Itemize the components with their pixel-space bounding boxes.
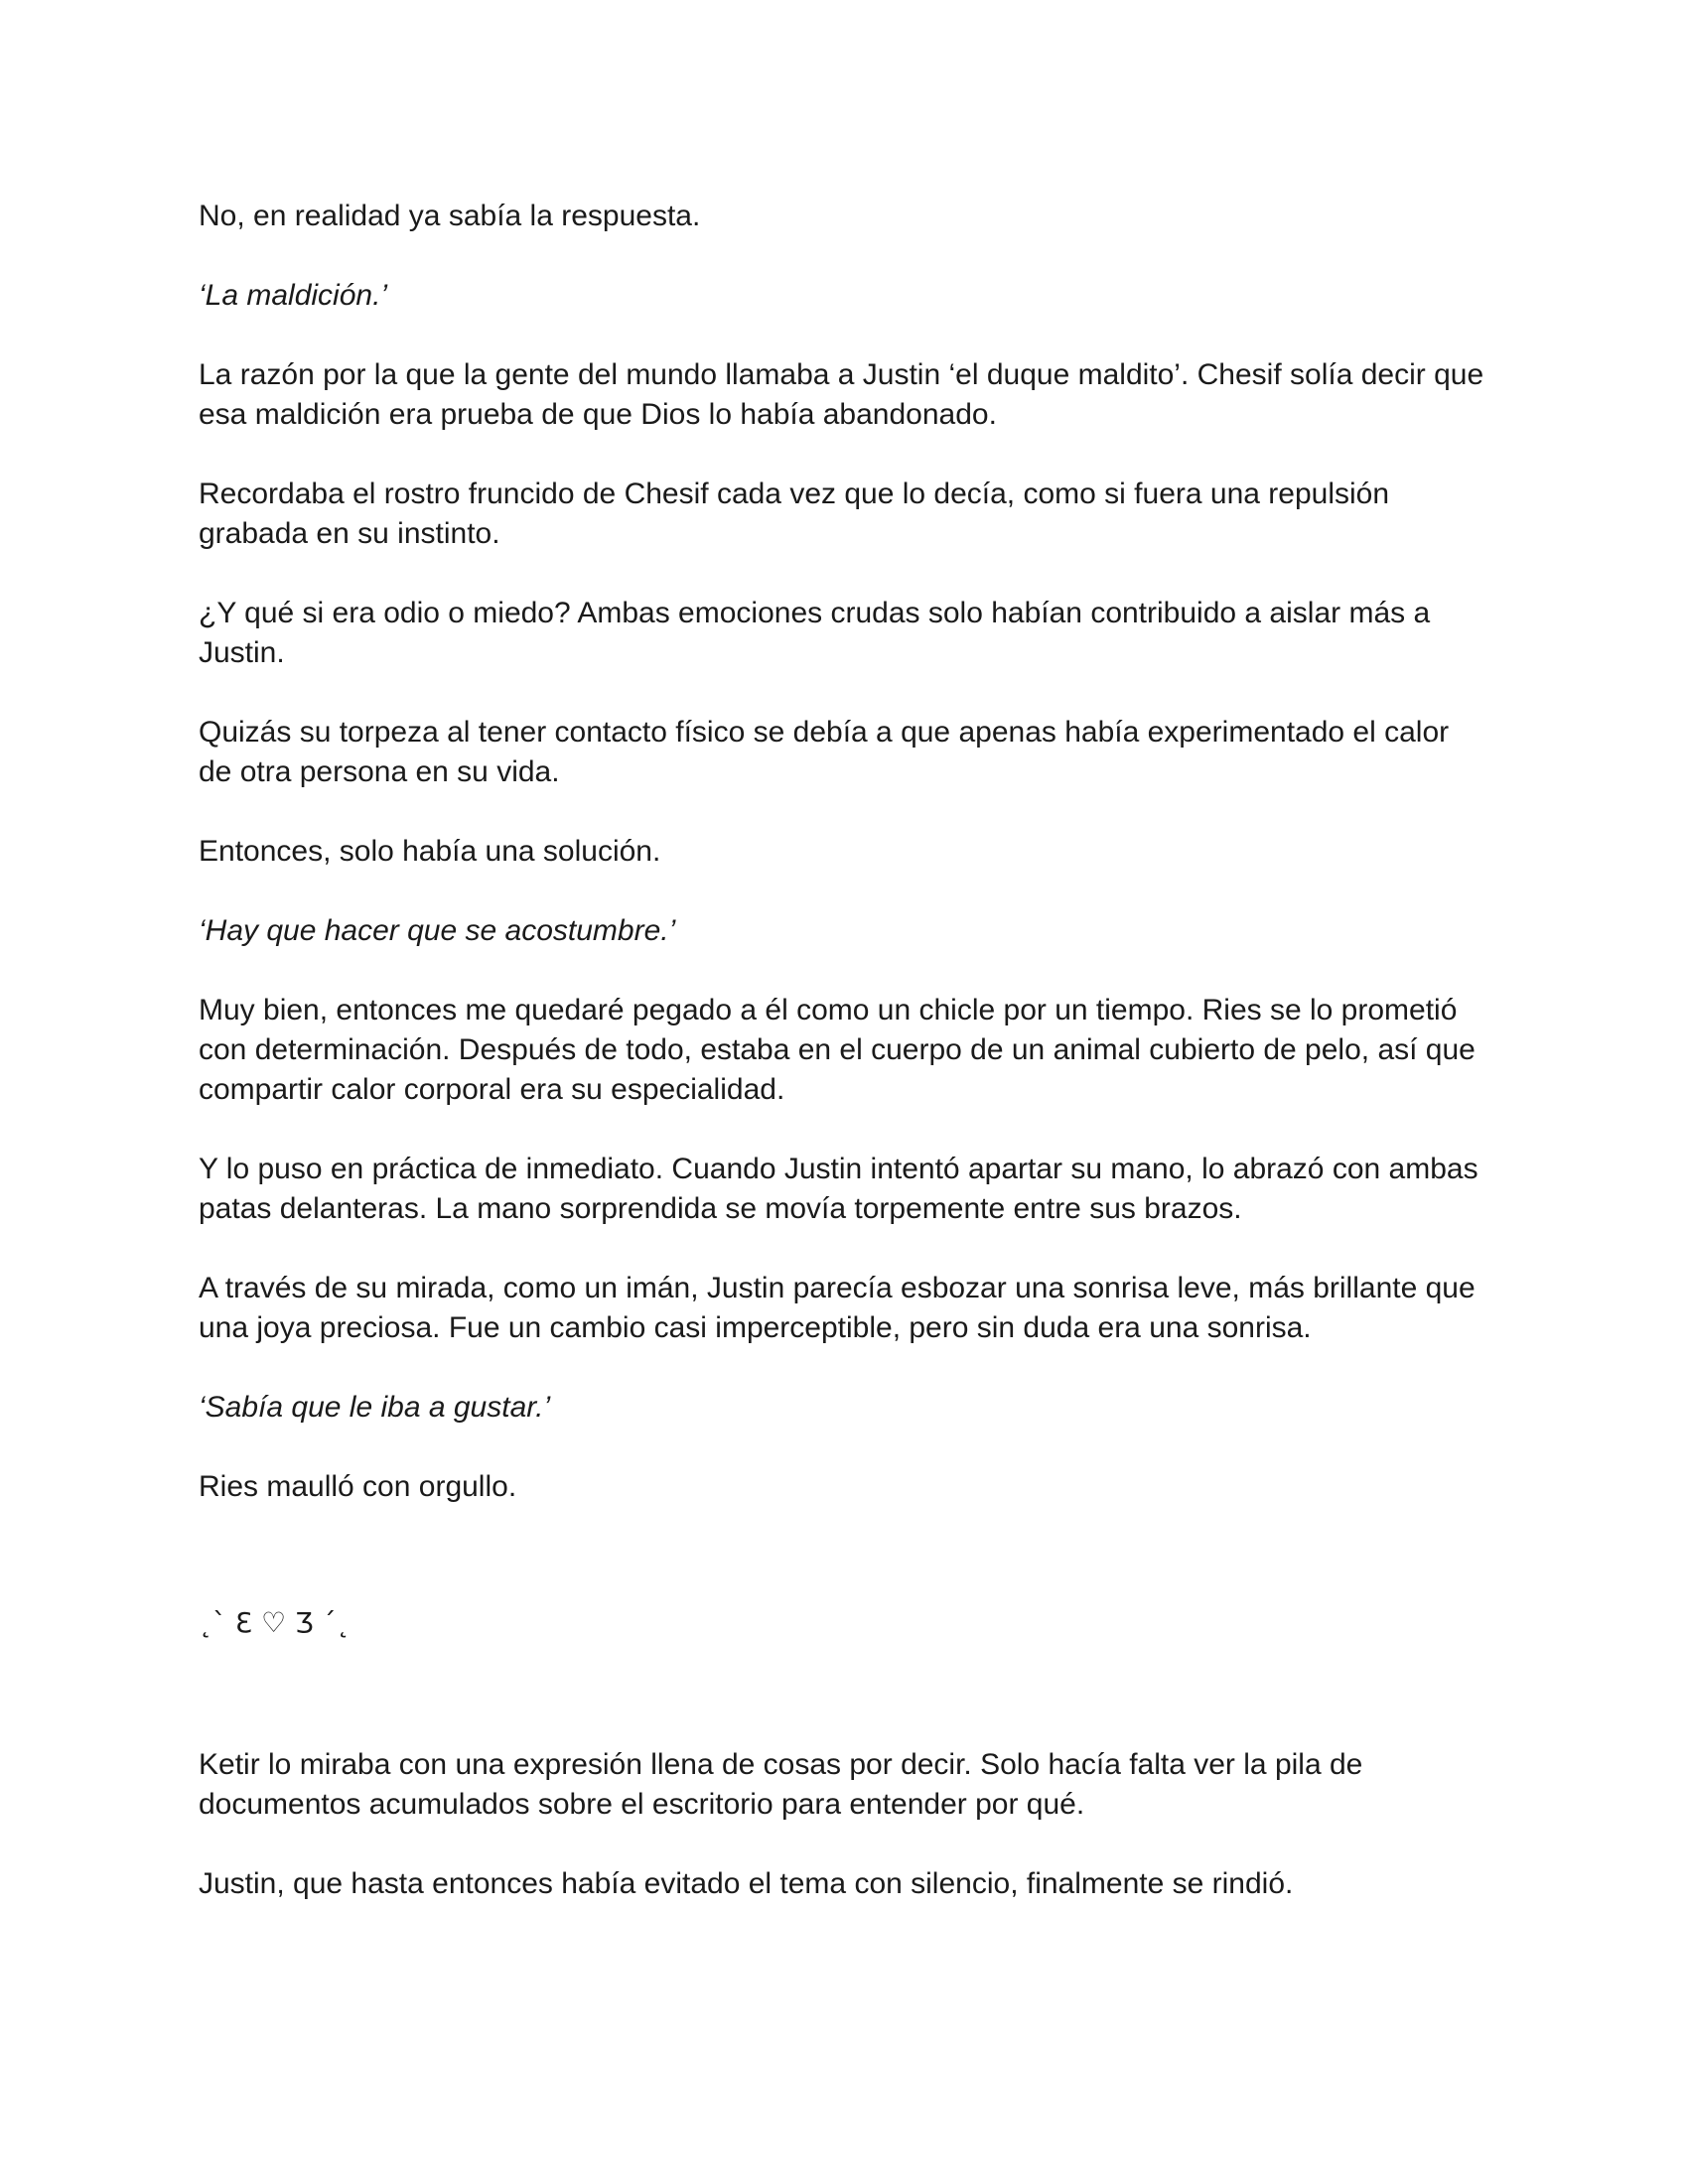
paragraph-3: La razón por la que la gente del mundo llamaba a Justin ‘el duque maldito’. Chesif solía decir que esa maldición era prueba de que Dios lo había abandonado. <box>199 358 1484 431</box>
paragraph-8-thought: ‘Hay que hacer que se acostumbre.’ <box>199 914 676 947</box>
paragraph-9: Muy bien, entonces me quedaré pegado a él como un chicle por un tiempo. Ries se lo prometió con determinación. Después de todo, estaba en el cuerpo de un animal cubierto de pelo, así que compartir calor corporal era su especialidad. <box>199 994 1476 1106</box>
paragraph-6: Quizás su torpeza al tener contacto físico se debía a que apenas había experimentado el calor de otra persona en su vida. <box>199 716 1450 788</box>
paragraph-11: A través de su mirada, como un imán, Justin parecía esbozar una sonrisa leve, más brillante que una joya preciosa. Fue un cambio casi imperceptible, pero sin duda era una sonrisa. <box>199 1272 1476 1344</box>
paragraph-13: Ries maulló con orgullo. <box>199 1470 517 1503</box>
paragraph-5: ¿Y qué si era odio o miedo? Ambas emociones crudas solo habían contribuido a aislar más a Justin. <box>199 597 1431 669</box>
paragraph-1: No, en realidad ya sabía la respuesta. <box>199 200 701 232</box>
paragraph-2-thought: ‘La maldición.’ <box>199 279 388 312</box>
paragraph-7: Entonces, solo había una solución. <box>199 835 661 868</box>
paragraph-14: Ketir lo miraba con una expresión llena de cosas por decir. Solo hacía falta ver la pila de documentos acumulados sobre el escritorio para entender por qué. <box>199 1748 1363 1821</box>
section-divider: ˛ˋ Ɛ ♡ Ʒ ˊ˛ <box>199 1606 351 1639</box>
paragraph-10: Y lo puso en práctica de inmediato. Cuando Justin intentó apartar su mano, lo abrazó con ambas patas delanteras. La mano sorprendida se movía torpemente entre sus brazos. <box>199 1153 1478 1225</box>
paragraph-12-thought: ‘Sabía que le iba a gustar.’ <box>199 1391 551 1424</box>
paragraph-4: Recordaba el rostro fruncido de Chesif cada vez que lo decía, como si fuera una repulsión grabada en su instinto. <box>199 478 1390 550</box>
paragraph-15: Justin, que hasta entonces había evitado el tema con silencio, finalmente se rindió. <box>199 1867 1294 1900</box>
